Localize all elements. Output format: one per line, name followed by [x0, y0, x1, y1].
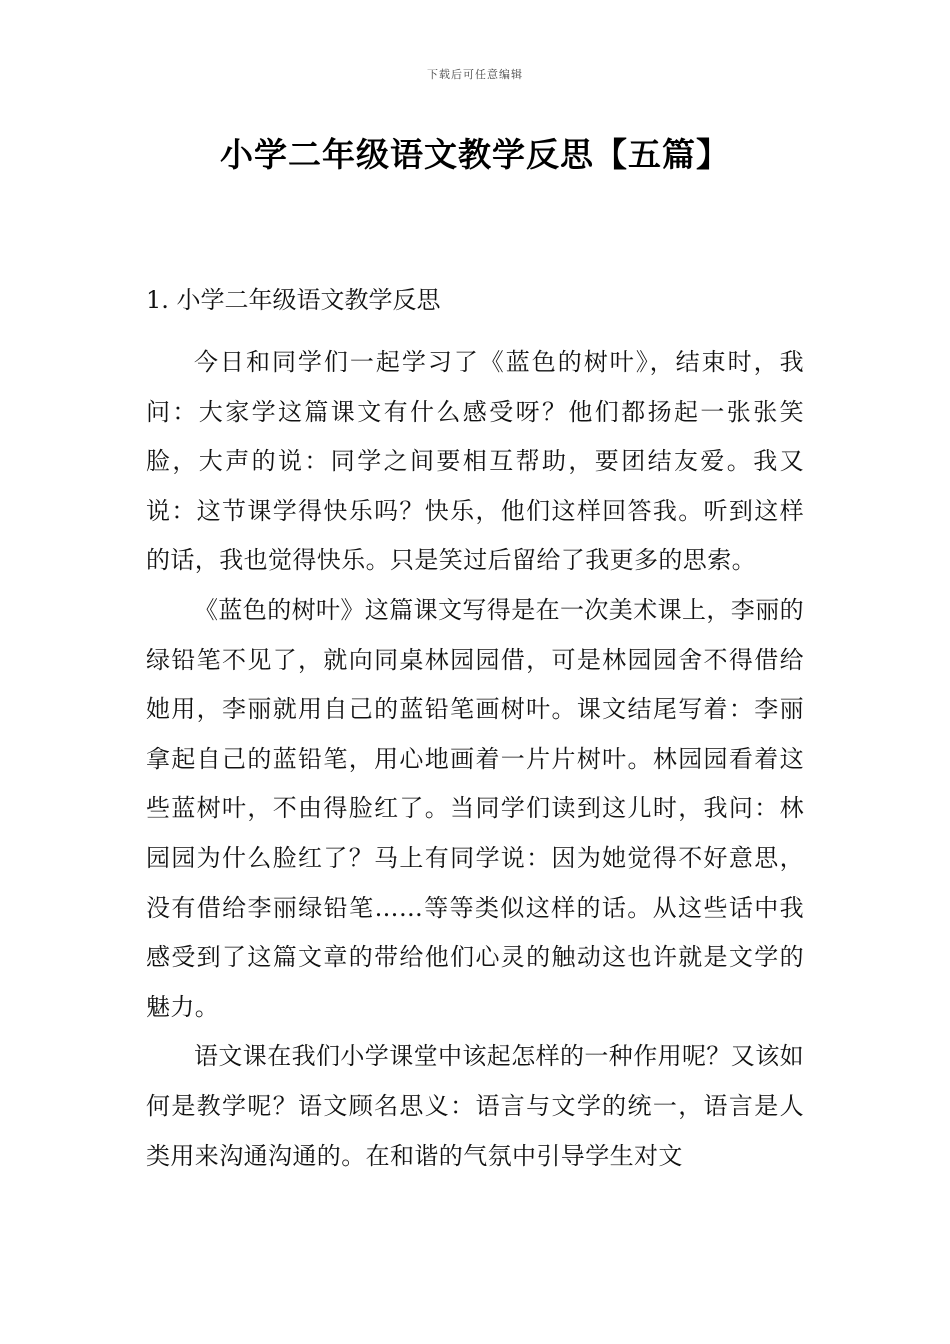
paragraph: 《蓝色的树叶》这篇课文写得是在一次美术课上，李丽的绿铅笔不见了，就向同桌林园园借，可是林园园舍不得借给她用，李丽就用自己的蓝铅笔画树叶。课文结尾写着：李丽拿起自己的蓝铅笔，用心地画着一片片树叶。林园园看着这些蓝树叶，不由得脸红了。当同学们读到这儿时，我问：林园园为什么脸红了？马上有同学说：因为她觉得不好意思，没有借给李丽绿铅笔……等等类似这样的话。从这些话中我感受到了这篇文章的带给他们心灵的触动这也许就是文学的魅力。 — [146, 595, 804, 1021]
paragraph: 语文课在我们小学课堂中该起怎样的一种作用呢？又该如何是教学呢？语文顾名思义：语言与文学的统一，语言是人类用来沟通沟通的。在和谐的气氛中引导学生对文 — [146, 1042, 804, 1170]
document-body — [146, 282, 804, 1181]
paragraph: 今日和同学们一起学习了《蓝色的树叶》，结束时，我问：大家学这篇课文有什么感受呀？他们都扬起一张张笑脸，大声的说：同学之间要相互帮助，要团结友爱。我又说：这节课学得快乐吗？快乐，他们这样回答我。听到这样的话，我也觉得快乐。只是笑过后留给了我更多的思索。 — [146, 348, 804, 575]
document-title: 小学二年级语文教学反思【五篇】 — [220, 135, 730, 174]
header-note: 下载后可任意编辑 — [427, 68, 523, 81]
section-heading: 1. 小学二年级语文教学反思 — [146, 286, 441, 314]
